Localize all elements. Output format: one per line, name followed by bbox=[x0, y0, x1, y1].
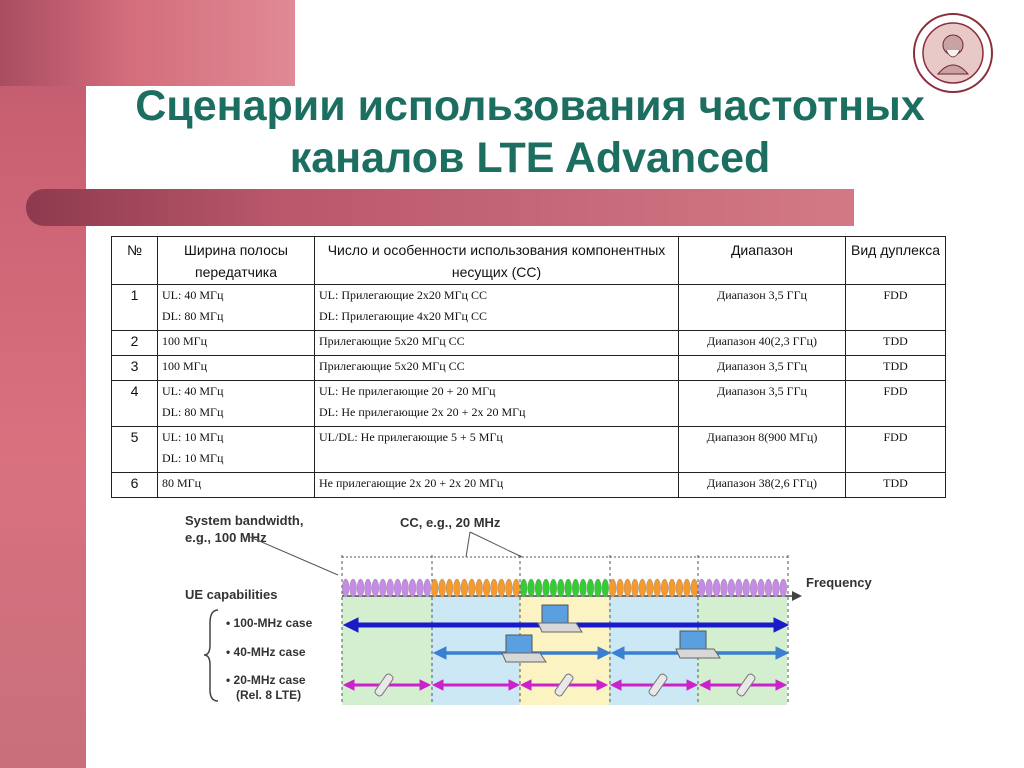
row-bandwidth: 100 МГц bbox=[158, 331, 315, 356]
component-carrier-2 bbox=[431, 579, 519, 597]
header-duplex: Вид дуплекса bbox=[846, 237, 946, 285]
carrier-aggregation-diagram bbox=[170, 505, 910, 715]
table-row bbox=[112, 356, 946, 381]
row-bandwidth: 100 МГц bbox=[158, 356, 315, 381]
case-20mhz-label: • 20-MHz case bbox=[226, 673, 306, 687]
system-bandwidth-label: System bandwidth, bbox=[185, 513, 304, 528]
row-duplex: TDD bbox=[846, 473, 946, 498]
lte-scenarios-table bbox=[111, 236, 946, 498]
header-bandwidth: Ширина полосы передатчика bbox=[158, 237, 315, 285]
row-bandwidth: UL: 40 МГц DL: 80 МГц bbox=[158, 381, 315, 427]
component-carrier-3 bbox=[520, 579, 608, 597]
row-cc: UL/DL: Не прилегающие 5 + 5 МГц bbox=[315, 427, 679, 473]
case-20mhz-release: (Rel. 8 LTE) bbox=[236, 688, 302, 702]
case-100mhz-label: • 100-MHz case bbox=[226, 616, 313, 630]
row-band: Диапазон 38(2,6 ГГц) bbox=[679, 473, 846, 498]
brace-icon bbox=[204, 610, 218, 701]
row-bandwidth: 80 МГц bbox=[158, 473, 315, 498]
component-carrier-blocks bbox=[342, 579, 786, 597]
title-underline-bar bbox=[26, 189, 854, 226]
slide-title bbox=[86, 80, 974, 184]
row-duplex: TDD bbox=[846, 331, 946, 356]
table-row bbox=[112, 381, 946, 427]
row-duplex: FDD bbox=[846, 427, 946, 473]
row-duplex: TDD bbox=[846, 356, 946, 381]
row-cc: UL: Не прилегающие 20 + 20 МГц DL: Не прилегающие 2x 20 + 2x 20 МГц bbox=[315, 381, 679, 427]
row-band: Диапазон 3,5 ГГц bbox=[679, 356, 846, 381]
frequency-axis-label: Frequency bbox=[806, 575, 872, 590]
table-row bbox=[112, 473, 946, 498]
row-num: 2 bbox=[112, 331, 158, 356]
row-num: 1 bbox=[112, 285, 158, 331]
row-duplex: FDD bbox=[846, 381, 946, 427]
row-duplex: FDD bbox=[846, 285, 946, 331]
component-carrier-4 bbox=[609, 579, 697, 597]
table-row bbox=[112, 285, 946, 331]
row-bandwidth: UL: 10 МГц DL: 10 МГц bbox=[158, 427, 315, 473]
header-cc: Число и особенности использования компонентных несущих (CC) bbox=[315, 237, 679, 285]
row-cc: Не прилегающие 2x 20 + 2x 20 МГц bbox=[315, 473, 679, 498]
left-decorative-band bbox=[0, 0, 86, 768]
row-cc: UL: Прилегающие 2x20 МГц CC DL: Прилегающие 4x20 МГц CC bbox=[315, 285, 679, 331]
slide-title-line-1: Сценарии использования частотных bbox=[135, 82, 925, 130]
system-bandwidth-example: e.g., 100 MHz bbox=[185, 530, 267, 545]
academy-seal-logo bbox=[912, 12, 994, 94]
component-carrier-1 bbox=[342, 579, 430, 597]
row-band: Диапазон 8(900 МГц) bbox=[679, 427, 846, 473]
row-num: 6 bbox=[112, 473, 158, 498]
top-decorative-block bbox=[0, 0, 295, 86]
row-band: Диапазон 3,5 ГГц bbox=[679, 285, 846, 331]
row-num: 5 bbox=[112, 427, 158, 473]
case-40mhz-label: • 40-MHz case bbox=[226, 645, 306, 659]
component-carrier-5 bbox=[698, 579, 786, 597]
row-cc: Прилегающие 5x20 МГц CC bbox=[315, 356, 679, 381]
row-bandwidth: UL: 40 МГц DL: 80 МГц bbox=[158, 285, 315, 331]
cc-example-label: CC, e.g., 20 MHz bbox=[400, 515, 501, 530]
row-num: 4 bbox=[112, 381, 158, 427]
header-band: Диапазон bbox=[679, 237, 846, 285]
table-header-row bbox=[112, 237, 946, 285]
row-cc: Прилегающие 5x20 МГц CC bbox=[315, 331, 679, 356]
table-row bbox=[112, 427, 946, 473]
header-num: № bbox=[112, 237, 158, 285]
table-row bbox=[112, 331, 946, 356]
ue-capabilities-label: UE capabilities bbox=[185, 587, 278, 602]
row-band: Диапазон 40(2,3 ГГц) bbox=[679, 331, 846, 356]
row-num: 3 bbox=[112, 356, 158, 381]
row-band: Диапазон 3,5 ГГц bbox=[679, 381, 846, 427]
slide-title-line-2: каналов LTE Advanced bbox=[289, 134, 771, 182]
